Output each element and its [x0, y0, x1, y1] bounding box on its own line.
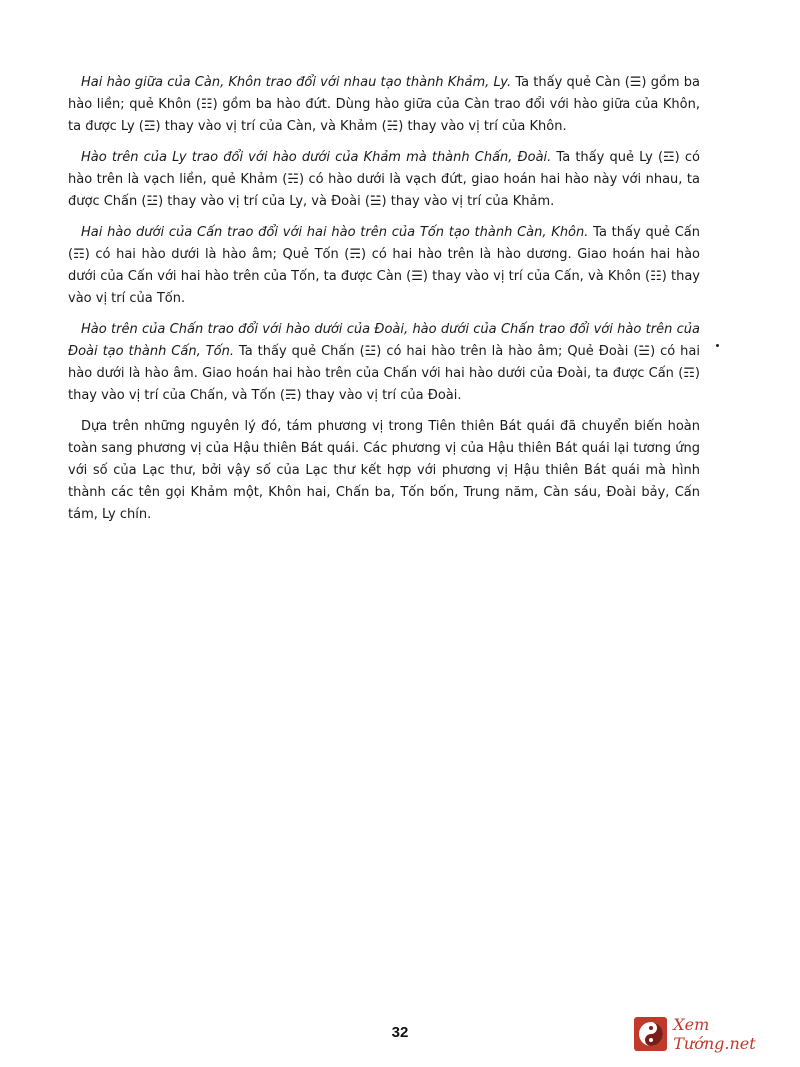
- paragraph-2-body: Ta thấy quẻ Ly (☲) có hào trên là vạch liền, quẻ Khảm (☵) có hào dưới là vạch đứt, giao hoán hai hào này với nhau, ta được Chấn (☳) thay vào vị trí của Ly, và Đoài (☱) thay vào vị trí của Khảm.: [68, 150, 700, 209]
- body-text: [68, 72, 700, 535]
- watermark-text: Xem Tướng.net: [673, 1015, 756, 1053]
- paragraph-2: [68, 147, 700, 213]
- paragraph-4-body: Ta thấy quẻ Chấn (☳) có hai hào trên là hào âm; Quẻ Đoài (☱) có hai hào dưới là hào âm. Giao hoán hai hào trên của Chấn với hai hào dưới của Đoài, ta được Cấn (☶) thay vào vị trí của Chấn, và Tốn (☴) thay vào vị trí của Đoài.: [68, 344, 700, 403]
- paragraph-1-lead: Hai hào giữa của Càn, Khôn trao đổi với nhau tạo thành Khảm, Ly.: [81, 75, 512, 90]
- paragraph-4-lead: Hào trên của Chấn trao đổi với hào dưới của Đoài, hào dưới của Chấn trao đổi với hào trên của Đoài tạo thành Cấn, Tốn.: [68, 322, 700, 359]
- paragraph-4: [68, 319, 700, 407]
- paragraph-1: [68, 72, 700, 138]
- paragraph-5-body: Dựa trên những nguyên lý đó, tám phương vị trong Tiên thiên Bát quái đã chuyển biến hoàn toàn sang phương vị của Hậu thiên Bát quái. Các phương vị của Hậu thiên Bát quái lại tương ứng với số của Lạc thư, bởi vậy số của Lạc thư kết hợp với phương vị Hậu thiên Bát quái mà hình thành các tên gọi Khảm một, Khôn hai, Chấn ba, Tốn bốn, Trung năm, Càn sáu, Đoài bảy, Cấn tám, Ly chín.: [68, 419, 700, 522]
- stray-mark: [716, 344, 719, 347]
- yin-yang-icon: [634, 1017, 667, 1051]
- paragraph-5: [68, 416, 700, 526]
- paragraph-3-body: Ta thấy quẻ Cấn (☶) có hai hào dưới là hào âm; Quẻ Tốn (☴) có hai hào trên là hào dương. Giao hoán hai hào dưới của Cấn với hai hào trên của Tốn, ta được Càn (☰) thay vào vị trí của Cấn, và Khôn (☷) thay vào vị trí của Tốn.: [68, 225, 700, 306]
- paragraph-1-body: Ta thấy quẻ Càn (☰) gồm ba hào liền; quẻ Khôn (☷) gồm ba hào đứt. Dùng hào giữa của Càn trao đổi với hào giữa của Khôn, ta được Ly (☲) thay vào vị trí của Càn, và Khảm (☵) thay vào vị trí của Khôn.: [68, 75, 700, 134]
- paragraph-3-lead: Hai hào dưới của Cấn trao đổi với hai hào trên của Tốn tạo thành Càn, Khôn.: [81, 225, 589, 240]
- paragraph-3: [68, 222, 700, 310]
- watermark: [634, 1014, 794, 1054]
- page-number: 32: [391, 1024, 409, 1041]
- paragraph-2-lead: Hào trên của Ly trao đổi với hào dưới của Khảm mà thành Chấn, Đoài.: [81, 150, 552, 165]
